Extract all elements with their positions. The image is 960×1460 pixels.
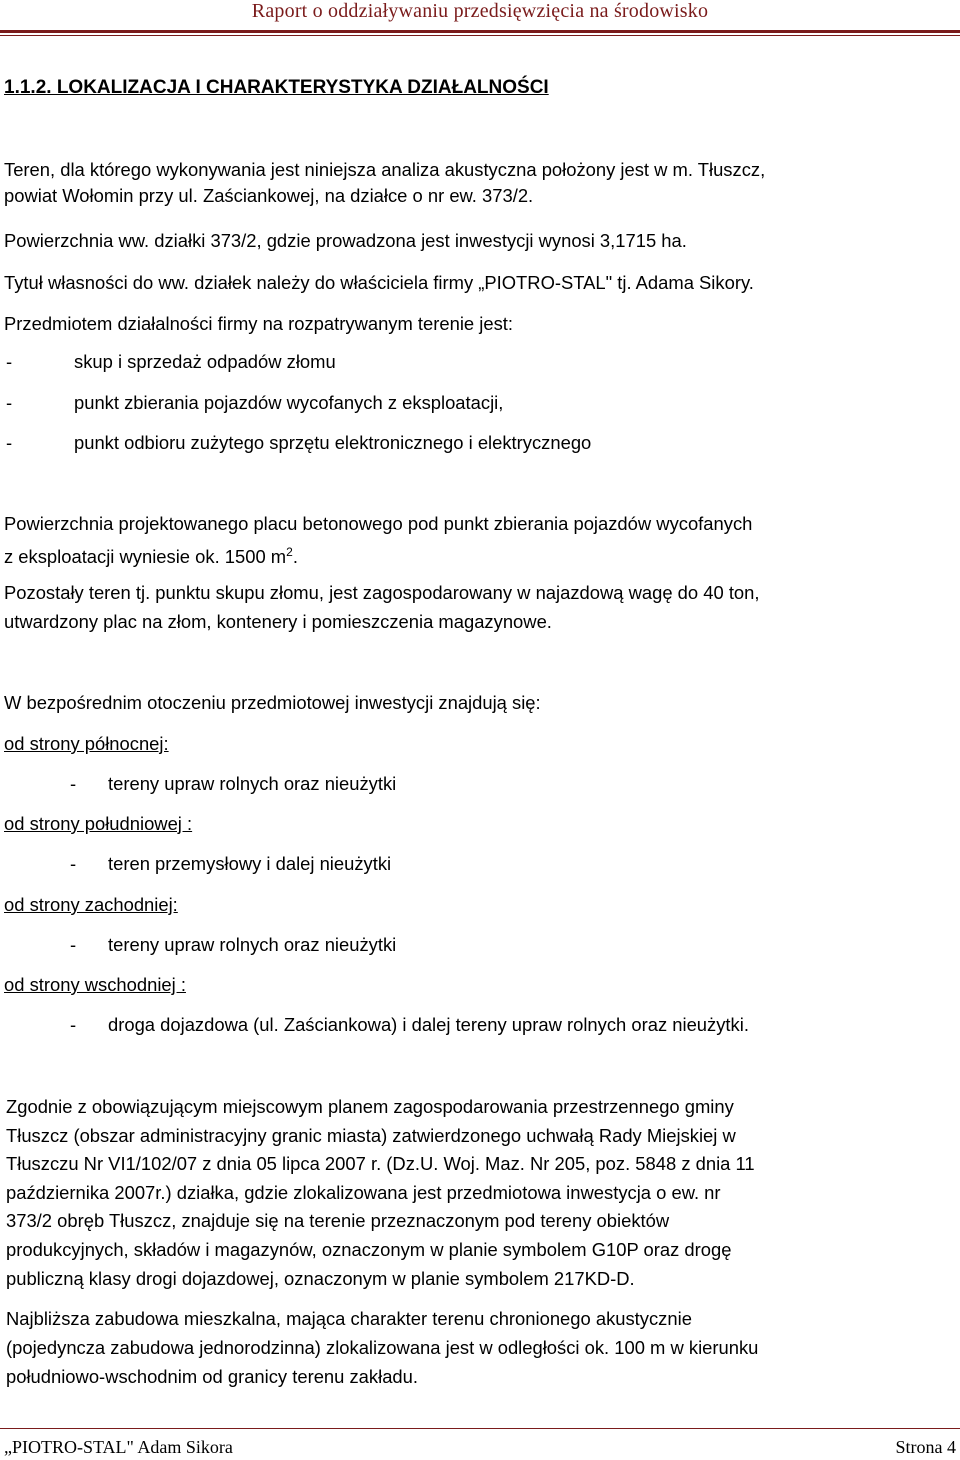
area-line-2-text: z eksploatacji wyniesie ok. 1500 m	[4, 546, 287, 568]
plan-line-5: 373/2 obręb Tłuszcz, znajduje się na terenie przeznaczonym pod tereny obiektów	[6, 1210, 670, 1231]
footer-page-number: Strona 4	[895, 1437, 956, 1457]
direction-north-dash: -	[70, 773, 77, 794]
residential-line-3: południowo-wschodnim od granicy terenu zakładu.	[6, 1366, 418, 1387]
area-unit-superscript: 2	[286, 545, 293, 559]
plan-line-1: Zgodnie z obowiązującym miejscowym planem zagospodarowania przestrzennego gminy	[6, 1096, 734, 1117]
direction-south-label: od strony południowej :	[4, 813, 193, 834]
intro-line-5: Przedmiotem działalności firmy na rozpatrywanym terenie jest:	[4, 313, 513, 334]
footer-rule	[0, 1428, 960, 1429]
plan-line-4: października 2007r.) działka, gdzie zlokalizowana jest przedmiotowa inwestycja o ew. nr	[6, 1182, 721, 1203]
direction-east-label: od strony wschodniej :	[4, 974, 186, 995]
direction-west-label: od strony zachodniej:	[4, 894, 178, 915]
area-line-2	[4, 539, 298, 570]
activity-item-2: punkt zbierania pojazdów wycofanych z eksploatacji,	[74, 392, 504, 413]
residential-line-2: (pojedyncza zabudowa jednorodzinna) zlokalizowana jest w odległości ok. 100 m w kierunku	[6, 1337, 759, 1358]
plan-line-3: Tłuszczu Nr VI1/102/07 z dnia 05 lipca 2007 r. (Dz.U. Woj. Maz. Nr 205, poz. 5848 z dnia 11	[6, 1153, 755, 1174]
activity-item-1: skup i sprzedaż odpadów złomu	[74, 351, 336, 372]
area-line-2-end: .	[292, 546, 298, 568]
area-line-1: Powierzchnia projektowanego placu betonowego pod punkt zbierania pojazdów wycofanych	[4, 513, 753, 534]
intro-line-3: Powierzchnia ww. działki 373/2, gdzie prowadzona jest inwestycji wynosi 3,1715 ha.	[4, 230, 687, 251]
area-line-3: Pozostały teren tj. punktu skupu złomu, jest zagospodarowany w najazdową wagę do 40 ton,	[4, 582, 760, 603]
header-title: Raport o oddziaływaniu przedsięwzięcia na środowisko	[251, 0, 709, 22]
header-rule-thin	[0, 35, 960, 36]
residential-line-1: Najbliższa zabudowa mieszkalna, mająca charakter terenu chronionego akustycznie	[6, 1308, 692, 1329]
direction-east-dash: -	[70, 1014, 77, 1035]
direction-north-item: tereny upraw rolnych oraz nieużytki	[108, 773, 397, 794]
intro-line-2: powiat Wołomin przy ul. Zaściankowej, na działce o nr ew. 373/2.	[4, 185, 534, 206]
intro-line-1: Teren, dla którego wykonywania jest niniejsza analiza akustyczna położony jest w m. Tłuszcz,	[4, 159, 766, 180]
section-heading: 1.1.2. LOKALIZACJA I CHARAKTERYSTYKA DZIAŁALNOŚCI	[4, 77, 549, 98]
activity-dash-3: -	[6, 432, 13, 453]
direction-east-item: droga dojazdowa (ul. Zaściankowa) i dalej tereny upraw rolnych oraz nieużytki.	[108, 1014, 749, 1035]
header-rule	[0, 30, 960, 33]
activity-dash-1: -	[6, 351, 13, 372]
direction-south-dash: -	[70, 853, 77, 874]
direction-south-item: teren przemysłowy i dalej nieużytki	[108, 853, 392, 874]
surroundings-intro: W bezpośrednim otoczeniu przedmiotowej inwestycji znajdują się:	[4, 692, 541, 713]
plan-line-2: Tłuszcz (obszar administracyjny granic miasta) zatwierdzonego uchwałą Rady Miejskiej w	[6, 1125, 736, 1146]
area-line-4: utwardzony plac na złom, kontenery i pomieszczenia magazynowe.	[4, 611, 552, 632]
intro-line-4: Tytuł własności do ww. działek należy do właściciela firmy „PIOTRO-STAL" tj. Adama Sikory.	[4, 272, 754, 293]
activity-dash-2: -	[6, 392, 13, 413]
direction-west-dash: -	[70, 934, 77, 955]
plan-line-6: produkcyjnych, składów i magazynów, oznaczonym w planie symbolem G10P oraz drogę	[6, 1239, 732, 1260]
activity-item-3: punkt odbioru zużytego sprzętu elektronicznego i elektrycznego	[74, 432, 592, 453]
direction-west-item: tereny upraw rolnych oraz nieużytki	[108, 934, 397, 955]
footer-company: „PIOTRO-STAL" Adam Sikora	[4, 1437, 233, 1457]
direction-north-label: od strony północnej:	[4, 733, 169, 754]
plan-line-7: publiczną klasy drogi dojazdowej, oznaczonym w planie symbolem 217KD-D.	[6, 1268, 635, 1289]
